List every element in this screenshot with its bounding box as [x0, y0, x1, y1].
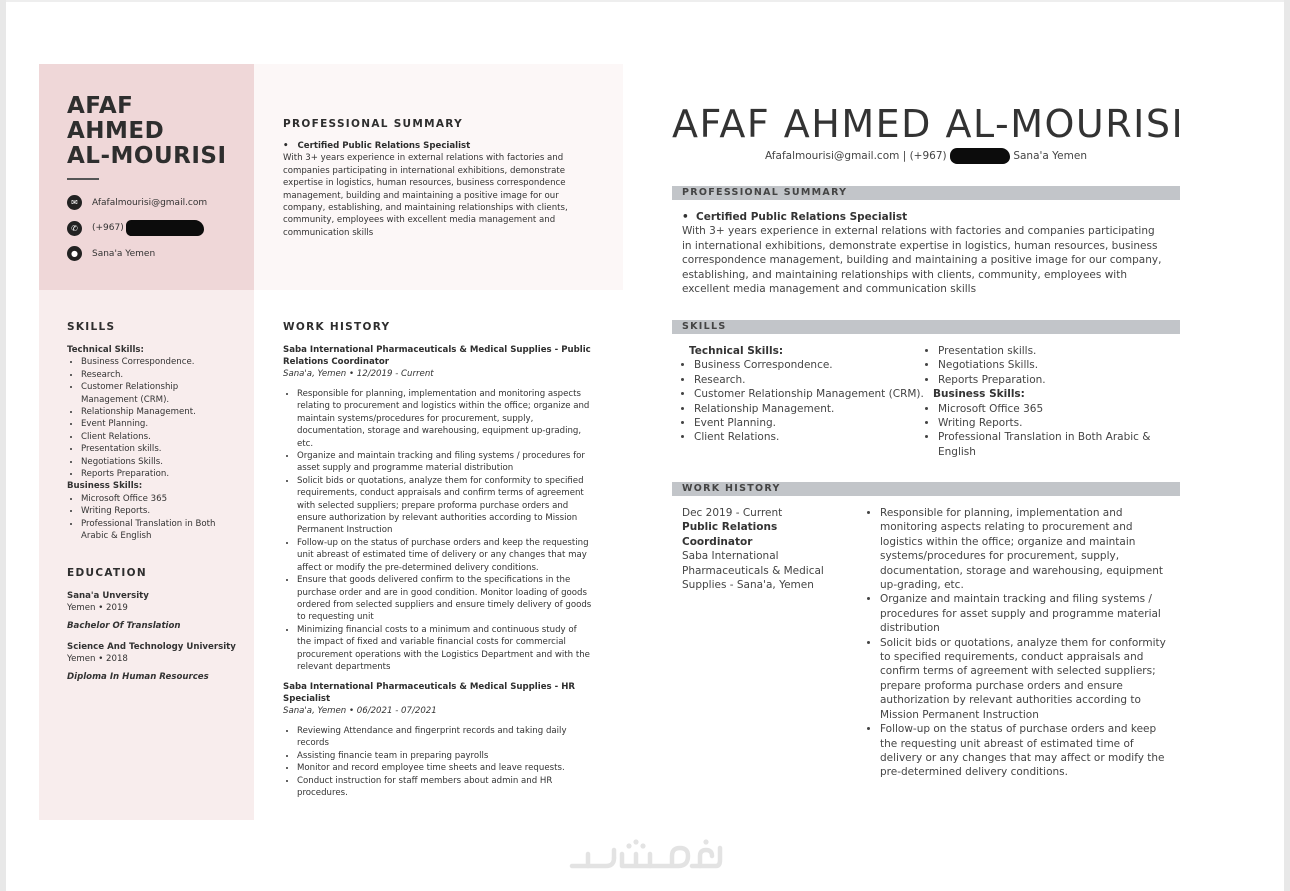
candidate-name: AFAF AHMED AL-MOURISI: [67, 93, 227, 169]
job-entry: Saba International Pharmaceuticals & Medical Supplies - HR Specialist Sana'a, Yemen • 06/2021 - 07/2021 • Reviewing Attendance and fingerprint records and taking daily records • Assisting financie team in preparing payrolls • Monitor and record employee time sheets and leave requests. • Conduct instruction for staff members about admin and HR procedures.: [283, 681, 593, 799]
candidate-name: AFAF AHMED AL-MOURISI: [672, 102, 1185, 146]
resume-template-a: [39, 64, 623, 820]
summary-body: [682, 210, 1162, 296]
list-item: • Minimizing financial costs to a minimum and continuous study of the impact of fixed and variable financial costs for commercial procurement operations with the Logistics Department and with the relevant departments: [297, 624, 593, 674]
summary-text: With 3+ years experience in external relations with factories and companies participating in international exhibitions, demonstrate expertise in logistics, human resources, business correspondence management, building and maintaining a positive image for our company, establishing, and maintaining relationships with clients, community, employees with excellent media management and communication skills: [682, 225, 1162, 296]
list-item: • Professional Translation in Both Arabic & English: [938, 430, 1151, 459]
education-item: Science And Technology University Yemen • 2018 Diploma In Human Resources: [67, 642, 236, 683]
list-item: • Customer Relationship Management (CRM).: [694, 387, 927, 401]
list-item: • Event Planning.: [694, 416, 927, 430]
contact-phone: ✆ (+967): [67, 220, 204, 236]
redacted-phone-number: [950, 148, 1010, 164]
job-company: Saba International Pharmaceuticals & Medical Supplies - Sana'a, Yemen: [682, 550, 824, 592]
summary-bar: PROFESSIONAL SUMMARY: [672, 186, 1180, 200]
list-item: • Responsible for planning, implementation and monitoring aspects relating to procurement and logistics within the office; organize and maintain systems/procedures for procurement, supply, documentation, storage and warehousing, equipment up-grading, etc.: [880, 506, 1168, 592]
job-entry: Saba International Pharmaceuticals & Medical Supplies - Public Relations Coordinator Sana'a, Yemen • 12/2019 - Current • Responsible for planning, implementation and monitoring aspects relating to procurement and logistics within the office; organize and maintain systems/procedures for procurement, supply, documentation, storage and warehousing, equipment up-grading, etc. • Organize and maintain tracking and filing systems / procedures for asset supply and programme material distribution • Solicit bids or quotations, analyze them for conformity to specified requirements, conduct appraisals and confirm terms of agreement with selected suppliers; prepare proforma purchase orders and ensure authorization by relevant authorities according to Mission Permanent Instruction • Follow-up on the status of purchase orders and keep the requesting unit abreast of estimated time of delivery or any changes that may affect or modify the pre-determined delivery conditions. • Ensure that goods delivered confirm to the specifications in the purchase order and are in good condition. Monitor loading of goods ordered from selected suppliers and ensure timely delivery of goods to requesting unit • Minimizing financial costs to a minimum and continuous study of the impact of fixed and variable financial costs for commercial procurement operations with the Logistics Department and with the relevant departments: [283, 344, 593, 673]
list-item: • Presentation skills.: [938, 344, 1151, 358]
phone-icon: ✆: [67, 221, 82, 236]
contact-location: ● Sana'a Yemen: [67, 246, 155, 261]
technical-skills-label: Technical Skills:: [689, 345, 784, 357]
list-item: • Monitor and record employee time sheets and leave requests.: [297, 762, 593, 774]
technical-skills-label: Technical Skills:: [67, 345, 144, 355]
contact-line: Afafalmourisi@gmail.com | (+967) Sana'a Yemen: [765, 150, 1087, 162]
list-item: • Writing Reports.: [81, 505, 227, 517]
skills-heading: SKILLS: [67, 321, 116, 333]
job-role: Public Relations Coordinator: [682, 521, 778, 548]
list-item: • Business Correspondence.: [81, 356, 227, 368]
list-item: • Business Correspondence.: [694, 358, 927, 372]
list-item: • Reports Preparation.: [938, 373, 1151, 387]
summary-body: [283, 140, 573, 239]
viewer-frame-left: [0, 0, 6, 891]
list-item: • Customer Relationship Management (CRM).: [81, 381, 227, 406]
list-item: • Solicit bids or quotations, analyze them for conformity to specified requirements, conduct appraisals and confirm terms of agreement with selected suppliers; prepare proforma purchase orders and ensure authorization by relevant authorities according to Mission Permanent Instruction: [880, 636, 1168, 722]
list-item: • Professional Translation in Both Arabic & English: [81, 518, 227, 543]
list-item: • Negotiations Skills.: [81, 456, 227, 468]
summary-text: With 3+ years experience in external relations with factories and companies participating in international exhibitions, demonstrate expertise in logistics, human resources, business correspondence management, building and maintaining a positive image for our company, establishing, and maintaining relationships with clients, community, employees with excellent media management and communication skills: [283, 153, 568, 238]
resume-template-b: [672, 100, 1185, 790]
list-item: • Solicit bids or quotations, analyze them for conformity to specified requirements, conduct appraisals and confirm terms of agreement with selected suppliers; prepare proforma purchase orders and ensure authorization by relevant authorities according to Mission Permanent Instruction: [297, 475, 593, 537]
list-item: • Assisting financie team in preparing payrolls: [297, 750, 593, 762]
education-heading: EDUCATION: [67, 567, 147, 579]
work-history-bar: WORK HISTORY: [672, 482, 1180, 496]
list-item: • Ensure that goods delivered confirm to the specifications in the purchase order and are in good condition. Monitor loading of goods ordered from selected suppliers and ensure timely delivery of goods to requesting unit: [297, 574, 593, 624]
business-skills-label: Business Skills:: [933, 388, 1025, 401]
list-item: • Relationship Management.: [694, 402, 927, 416]
summary-heading: PROFESSIONAL SUMMARY: [283, 118, 464, 130]
list-item: • Event Planning.: [81, 418, 227, 430]
work-history-heading: WORK HISTORY: [283, 321, 391, 333]
list-item: • Writing Reports.: [938, 416, 1151, 430]
list-item: • Client Relations.: [81, 431, 227, 443]
list-item: • Negotiations Skills.: [938, 358, 1151, 372]
job-duties: [868, 506, 1168, 780]
skills-column-2: [926, 344, 1151, 459]
name-divider: [67, 178, 99, 180]
summary-bullet: • Certified Public Relations Specialist: [283, 141, 471, 151]
list-item: • Research.: [81, 369, 227, 381]
list-item: • Follow-up on the status of purchase orders and keep the requesting unit abreast of estimated time of delivery or any changes that may affect or modify the pre-determined delivery conditions.: [297, 537, 593, 574]
list-item: • Follow-up on the status of purchase orders and keep the requesting unit abreast of estimated time of delivery or any changes that may affect or modify the pre-determined delivery conditions.: [880, 722, 1168, 780]
list-item: • Responsible for planning, implementation and monitoring aspects relating to procurement and logistics within the office; organize and maintain systems/procedures for procurement, supply, documentation, storage and warehousing, equipment up-grading, etc.: [297, 388, 593, 450]
list-item: • Reports Preparation.: [81, 468, 227, 480]
list-item: • Organize and maintain tracking and filing systems / procedures for asset supply and programme material distribution: [297, 450, 593, 475]
viewer-frame-right: [1284, 0, 1290, 891]
envelope-icon: ✉: [67, 195, 82, 210]
list-item: • Conduct instruction for staff members about admin and HR procedures.: [297, 775, 593, 800]
skills-column-1: [682, 344, 927, 445]
khamsat-watermark-logo: [566, 836, 726, 876]
education-item: Sana'a Unversity Yemen • 2019 Bachelor Of Translation: [67, 591, 181, 632]
list-item: • Client Relations.: [694, 430, 927, 444]
summary-bullet: • Certified Public Relations Specialist: [682, 211, 908, 223]
list-item: • Reviewing Attendance and fingerprint records and taking daily records: [297, 725, 593, 750]
viewer-frame-top: [6, 0, 1284, 2]
list-item: • Microsoft Office 365: [938, 402, 1151, 416]
skills-list: [67, 344, 227, 543]
list-item: • Organize and maintain tracking and filing systems / procedures for asset supply and programme material distribution: [880, 592, 1168, 635]
contact-email: ✉ Afafalmourisi@gmail.com: [67, 195, 207, 210]
location-pin-icon: ●: [67, 246, 82, 261]
job-summary-column: [682, 506, 830, 592]
list-item: • Presentation skills.: [81, 443, 227, 455]
list-item: • Research.: [694, 373, 927, 387]
list-item: • Microsoft Office 365: [81, 493, 227, 505]
job-date: Dec 2019 - Current: [682, 507, 783, 519]
skills-bar: SKILLS: [672, 320, 1180, 334]
redacted-phone-number: [126, 220, 204, 236]
business-skills-label: Business Skills:: [67, 481, 143, 492]
list-item: • Relationship Management.: [81, 406, 227, 418]
